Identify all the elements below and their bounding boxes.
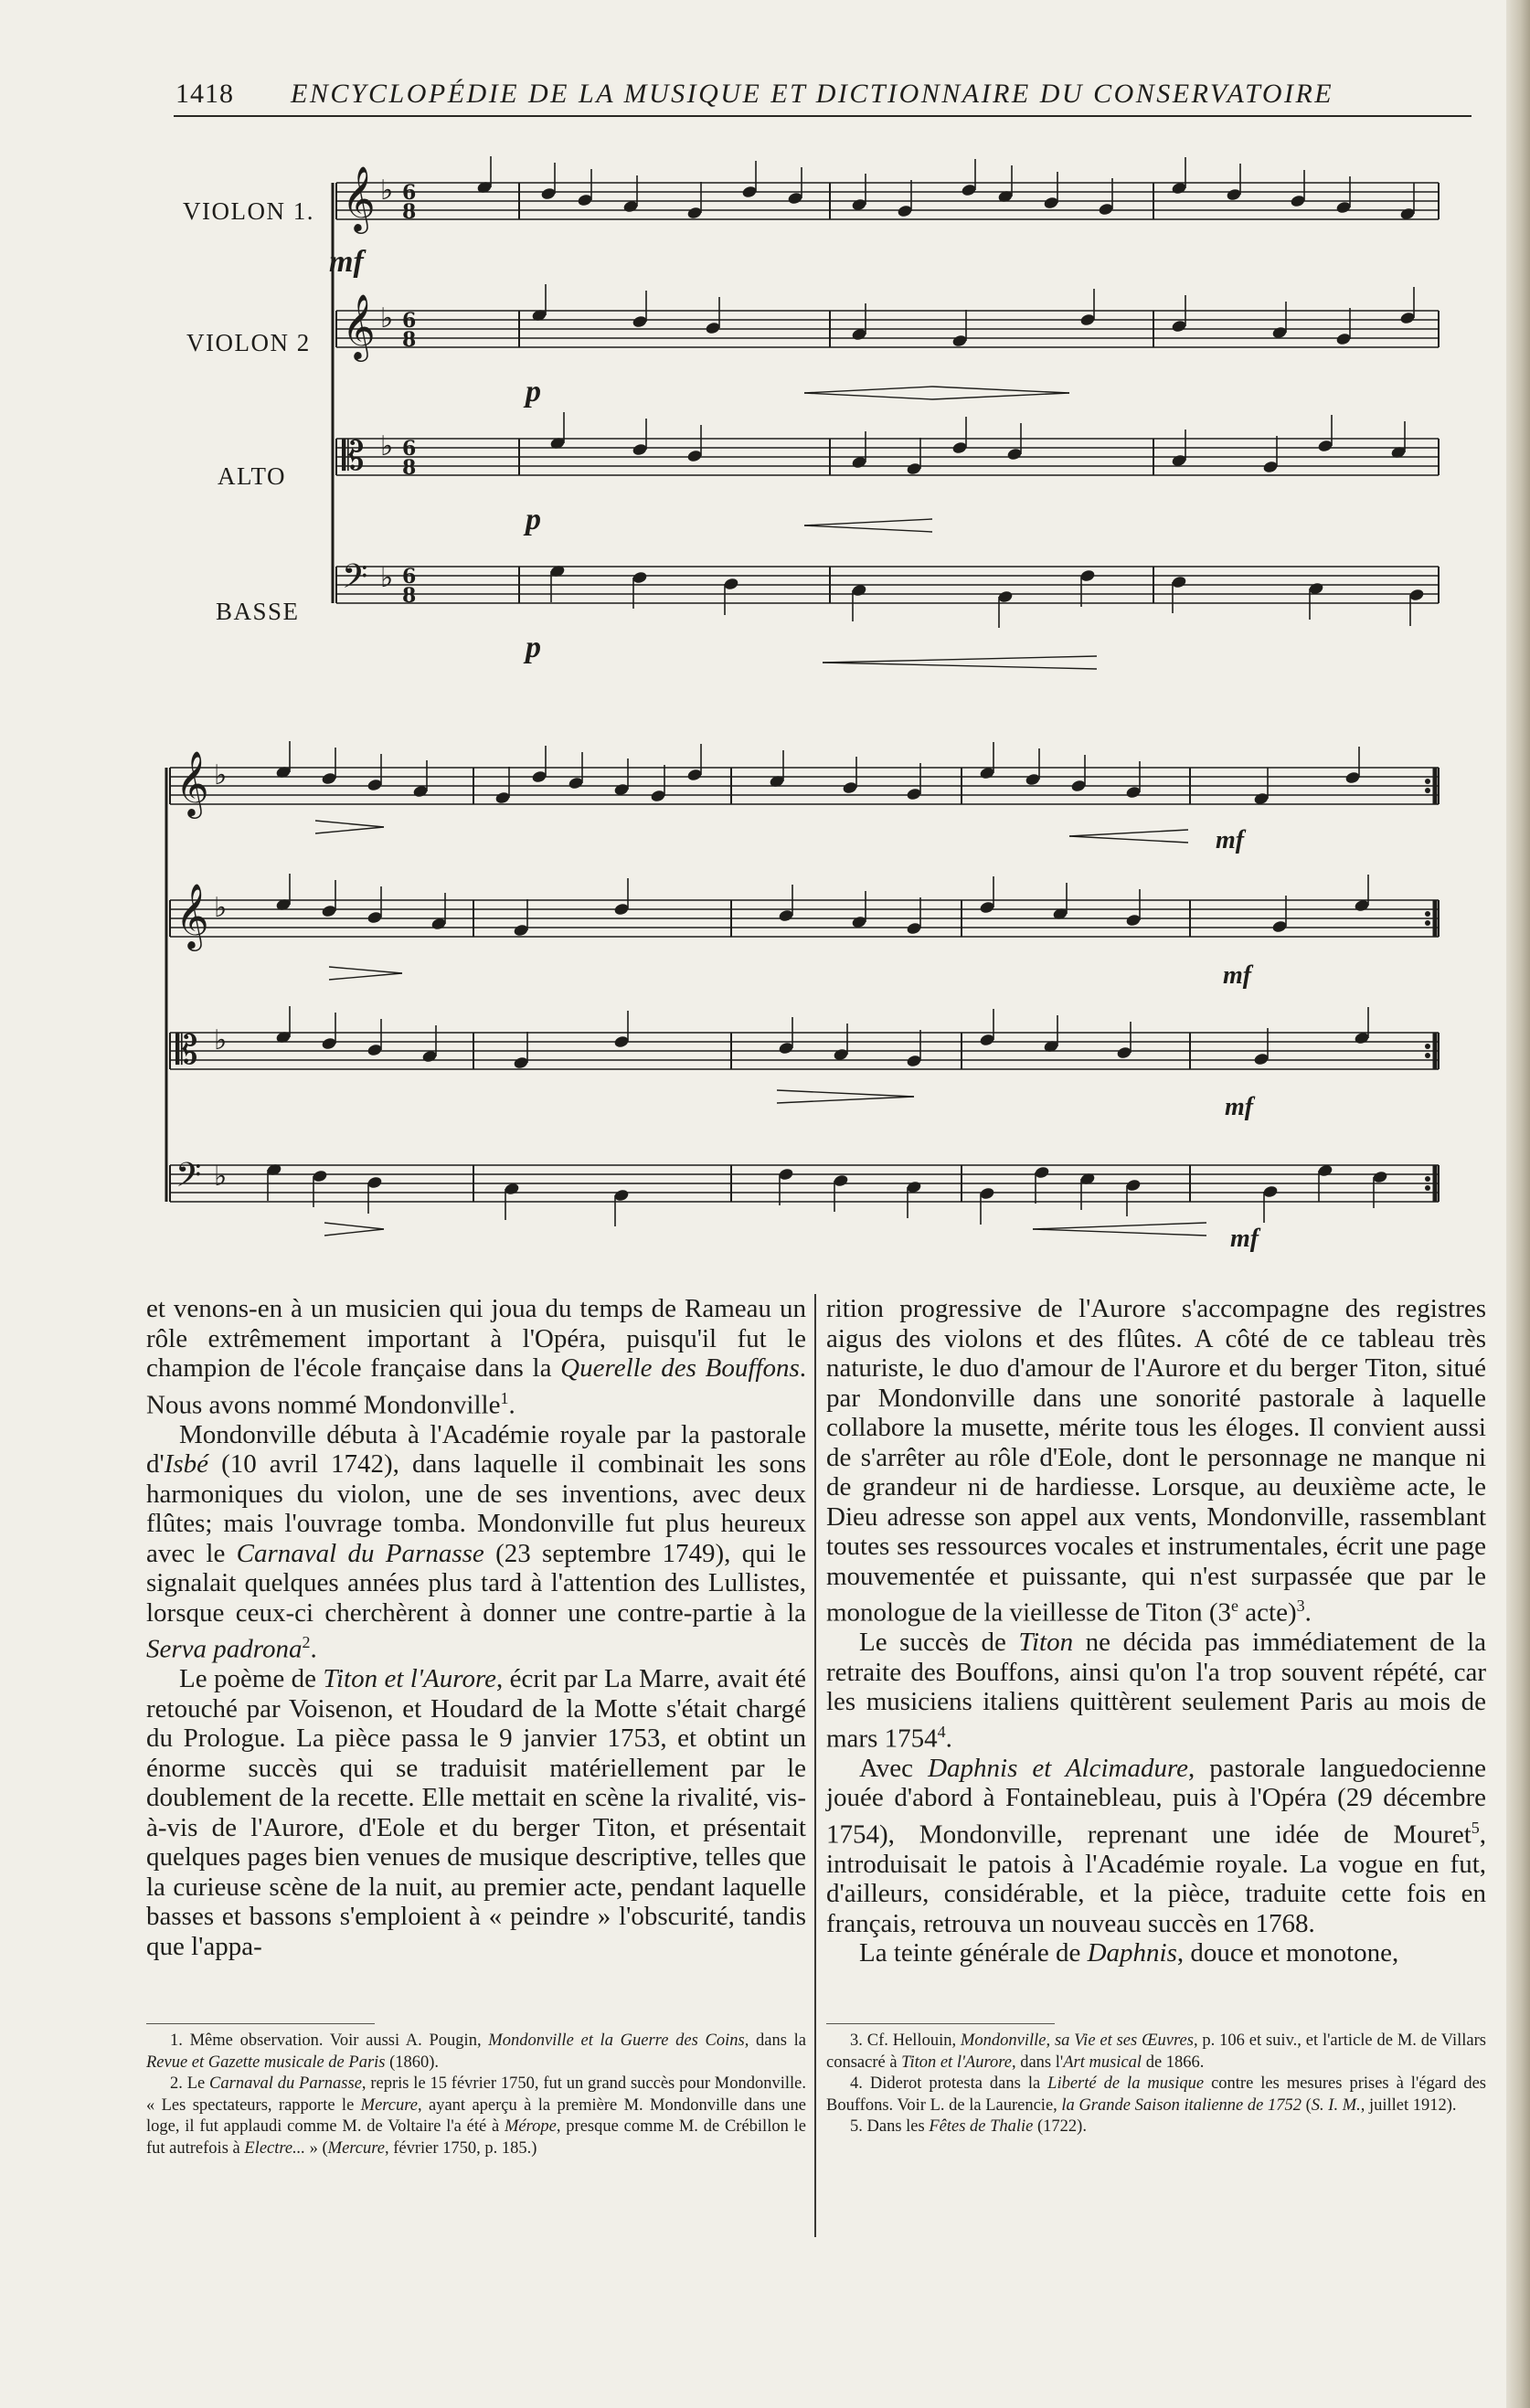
text-run: acte)	[1238, 1597, 1297, 1628]
text-run: .	[310, 1634, 317, 1664]
text-run: 5. Dans les	[850, 2117, 930, 2136]
work-title: Electre...	[244, 2138, 305, 2158]
diminuendo-hairpin	[932, 393, 1069, 399]
repeat-dot	[1425, 911, 1430, 917]
repeat-dot	[1425, 1176, 1430, 1182]
column-rule	[814, 1294, 816, 2237]
text-run: (10 avril 1742), dans laquelle il combinait les sons harmoniques du violon, une de ses inventions, avec deux flûtes; mais l'ouvrage tomba. Mondonville fut plus heureux avec le	[146, 1449, 806, 1568]
footnotes-left	[146, 2031, 806, 2159]
work-title: Titon	[1018, 1628, 1074, 1658]
crescendo-hairpin	[1069, 836, 1188, 843]
text-run: de 1866.	[1142, 2053, 1205, 2072]
diminuendo-hairpin	[777, 1090, 914, 1097]
text-run: ne décida pas immédiatement de la retraite des Bouffons, ainsi qu'on l'a trop souvent répété, car les musiciens italiens quittèrent seulement Paris au mois de mars 1754	[826, 1628, 1486, 1754]
work-title: S. I. M.	[1311, 2095, 1361, 2115]
work-title: Titon et l'Aurore	[323, 1664, 497, 1694]
instrument-label-violon1: VIOLON 1.	[183, 197, 314, 225]
diminuendo-hairpin	[315, 827, 384, 833]
work-title: Mondonville, sa Vie et ses Œuvres	[960, 2031, 1194, 2050]
alto-clef-icon: 𝄡	[175, 1027, 198, 1074]
flat-key-signature-icon: ♭	[380, 302, 394, 334]
work-title: Mondonville et la Guerre des Coins	[488, 2031, 745, 2050]
work-title: Carnaval du Parnasse	[236, 1538, 484, 1568]
footnotes-right	[826, 2031, 1486, 2138]
dynamic-mf-sys2-alto: mf	[1225, 1093, 1254, 1121]
bass-clef-icon: 𝄢	[342, 557, 368, 604]
time-signature-bottom: 8	[402, 584, 417, 608]
diminuendo-hairpin	[777, 1097, 914, 1103]
flat-key-signature-icon: ♭	[214, 892, 228, 924]
diminuendo-hairpin	[932, 387, 1069, 393]
text-run: . Nous avons nommé Mondonville	[146, 1353, 806, 1420]
work-title: Isbé	[164, 1449, 209, 1480]
bass-clef-icon: 𝄢	[175, 1156, 202, 1203]
text-run: (23 septembre 1749), qui le signalait quelques années plus tard à l'attention des Lullistes, lorsque ceux-ci cherchèrent à donner une contre-partie à la	[146, 1538, 806, 1628]
work-title: Mercure	[327, 2138, 385, 2158]
dynamic-mf-sys2-violon1: mf	[1216, 826, 1245, 854]
instrument-label-basse: BASSE	[216, 598, 300, 625]
work-title: Carnaval du Parnasse	[209, 2074, 362, 2093]
time-signature-bottom: 8	[402, 200, 417, 224]
repeat-dot	[1425, 1044, 1430, 1049]
dynamic-p-basse: p	[526, 631, 541, 664]
time-signature-top: 6	[402, 437, 417, 461]
time-signature-bottom: 8	[402, 328, 417, 352]
text-run: Le succès de	[859, 1628, 1019, 1658]
text-run: , juillet 1912).	[1360, 2095, 1457, 2115]
text-run: , repris le 15 février 1750, fut un grand succès pour Mondonville. « Les spectateurs, rapporte le	[146, 2074, 807, 2115]
right-column	[826, 1294, 1486, 1968]
repeat-dot	[1425, 920, 1430, 926]
text-run: .	[1304, 1597, 1312, 1628]
text-run: » (	[304, 2138, 328, 2158]
time-signature-top: 6	[402, 181, 417, 205]
alto-clef-icon: 𝄡	[342, 433, 365, 480]
page-number: 1418	[175, 79, 234, 109]
flat-key-signature-icon: ♭	[214, 1024, 228, 1056]
diminuendo-hairpin	[329, 973, 402, 980]
crescendo-hairpin	[1069, 830, 1188, 836]
footnote-1	[146, 2031, 806, 2074]
treble-clef-icon: 𝄞	[342, 292, 376, 359]
work-title: Daphnis	[1087, 1938, 1177, 1968]
treble-clef-icon: 𝄞	[175, 749, 209, 816]
crescendo-hairpin	[823, 656, 1097, 663]
footnote-2	[146, 2074, 806, 2159]
text-run: et venons-en à un musicien qui joua du temps de Rameau un rôle extrêmement important à l'Opéra, puisqu'il fut le champion de l'école française dans la	[146, 1294, 806, 1383]
time-signature-top: 6	[402, 565, 417, 589]
text-run: La teinte générale de	[859, 1938, 1088, 1968]
repeat-dot	[1425, 779, 1430, 784]
paragraph	[826, 1294, 1486, 1628]
crescendo-hairpin	[1033, 1229, 1206, 1236]
text-run: 3. Cf. Hellouin,	[850, 2031, 961, 2050]
footnote-4	[826, 2074, 1486, 2116]
work-title: Art musical	[1063, 2053, 1142, 2072]
footnote-ref: 1	[500, 1388, 509, 1407]
footnote-ref: 3	[1296, 1596, 1305, 1615]
superscript: e	[1231, 1596, 1239, 1615]
flat-key-signature-icon: ♭	[214, 759, 228, 791]
dynamic-mf-sys2-violon2: mf	[1223, 961, 1252, 990]
text-run: , ayant aperçu à la première M. Mondonville dans une loge, il fut applaudi comme M. de Voltaire l'a été à	[146, 2095, 806, 2136]
work-title: Querelle des Bouffons	[560, 1353, 800, 1383]
text-run: .	[945, 1724, 952, 1754]
diminuendo-hairpin	[324, 1229, 384, 1236]
work-title: Titon et l'Aurore	[901, 2053, 1012, 2072]
footnote-ref: 2	[302, 1633, 311, 1652]
paragraph	[826, 1754, 1486, 1939]
paragraph	[146, 1294, 806, 1420]
running-head: ENCYCLOPÉDIE DE LA MUSIQUE ET DICTIONNAIRE DU CONSERVATOIRE	[291, 79, 1334, 109]
footnote-3	[826, 2031, 1486, 2074]
text-run: rition progressive de l'Aurore s'accompagne des registres aigus des violons et des flûtes. A côté de ce tableau très naturiste, le duo d'amour de l'Aurore et du berger Titon, situé par Mondonville dans une sonorité pastorale à laquelle collabore la musette, mérite tous les éloges. Il convient aussi de s'arrêter au rôle d'Eole, dont le personnage ne manque ni de grandeur ni de hardiesse. Lorsque, au deuxième acte, le Dieu adresse son appel aux vents, Mondonville, rassemblant toutes ses ressources vocales et instrumentales, écrit une page mouvementée et puissante, qui n'est surpassée que par le monologue de la vieillesse de Titon (3	[826, 1294, 1486, 1628]
paragraph	[826, 1628, 1486, 1754]
text-run: Mondonville débuta à l'Académie royale par la pastorale d'	[146, 1419, 806, 1480]
text-run: contre les mesures prises à l'égard des Bouffons. Voir L. de la Laurencie,	[826, 2074, 1487, 2115]
work-title: Fêtes de Thalie	[929, 2117, 1034, 2136]
text-run: 1. Même observation. Voir aussi A. Pougin,	[170, 2031, 489, 2050]
flat-key-signature-icon: ♭	[380, 175, 394, 207]
text-run: (1722).	[1033, 2117, 1087, 2136]
work-title: Serva padrona	[146, 1634, 303, 1664]
instrument-label-violon2: VIOLON 2	[186, 329, 311, 356]
time-signature-bottom: 8	[402, 456, 417, 480]
crescendo-hairpin	[1033, 1223, 1206, 1229]
crescendo-hairpin	[804, 387, 932, 393]
text-run: , dans la	[744, 2031, 807, 2050]
dynamic-p-violon2: p	[526, 375, 541, 408]
diminuendo-hairpin	[329, 967, 402, 973]
text-run: Le poème de	[179, 1664, 324, 1694]
crescendo-hairpin	[804, 525, 932, 532]
left-column	[146, 1294, 806, 1961]
text-run: , p. 106 et suiv., et l'article de M. de Villars consacré à	[826, 2031, 1486, 2072]
footnote-ref: 5	[1471, 1818, 1480, 1837]
work-title: Revue et Gazette musicale de Paris	[146, 2053, 386, 2072]
footnote-rule	[826, 2023, 1055, 2024]
diminuendo-hairpin	[324, 1223, 384, 1229]
repeat-dot	[1425, 1185, 1430, 1191]
flat-key-signature-icon: ♭	[380, 562, 394, 594]
treble-clef-icon: 𝄞	[342, 164, 376, 231]
work-title: Daphnis et Alcimadure	[928, 1753, 1189, 1783]
text-run: Avec	[859, 1753, 929, 1783]
time-signature-top: 6	[402, 309, 417, 333]
repeat-dot	[1425, 788, 1430, 793]
footnote-rule	[146, 2023, 375, 2024]
flat-key-signature-icon: ♭	[380, 430, 394, 462]
text-run: , dans l'	[1011, 2053, 1064, 2072]
work-title: Liberté de la musique	[1047, 2074, 1205, 2093]
crescendo-hairpin	[823, 663, 1097, 669]
text-run: (	[1301, 2095, 1312, 2115]
text-run: , introduisait le patois à l'Académie royale. La vogue en fut, d'ailleurs, considérable, et la pièce, traduite cette fois en français, retrouva un nouveau succès en 1768.	[826, 1819, 1486, 1938]
footnote-ref: 4	[937, 1722, 946, 1741]
paragraph	[826, 1938, 1486, 1968]
text-run: , presque comme M. de Crébillon le fut autrefois à	[146, 2117, 806, 2158]
flat-key-signature-icon: ♭	[214, 1161, 228, 1193]
text-run: , février 1750, p. 185.)	[384, 2138, 537, 2158]
text-run: 2. Le	[170, 2074, 210, 2093]
text-run: 4. Diderot protesta dans la	[850, 2074, 1048, 2093]
text-run: (1860).	[385, 2053, 440, 2072]
dynamic-p-alto: p	[526, 503, 541, 536]
paragraph	[146, 1420, 806, 1665]
footnote-5	[826, 2116, 1486, 2138]
text-run: .	[508, 1390, 515, 1420]
text-run: , pastorale languedocienne jouée d'abord à Fontainebleau, puis à l'Opéra (29 décembre 1754), Mondonville, reprenant une idée de Mouret	[826, 1753, 1486, 1850]
text-run: , écrit par La Marre, avait été retouché par Voisenon, et Houdard de la Motte s'était chargé du Prologue. La pièce passa le 9 janvier 1753, et obtint un énorme succès qui se traduisit matériellement par le doublement de la recette. Elle mettait en scène la rivalité, vis-à-vis de l'Aurore, d'Eole et du berger Titon, et présentait quelques pages bien venues de musique descriptive, telles que la curieuse scène de la nuit, au premier acte, pendant laquelle basses et bassons s'emploient à « peindre » l'obscurité, tandis que l'appa-	[146, 1664, 806, 1961]
paragraph	[146, 1664, 806, 1961]
work-title: la Grande Saison italienne de 1752	[1061, 2095, 1302, 2115]
dynamic-mf-sys2-basse: mf	[1230, 1225, 1259, 1253]
dynamic-mf-violon1: mf	[329, 245, 364, 279]
text-run: , douce et monotone,	[1176, 1938, 1399, 1968]
instrument-label-alto: ALTO	[218, 462, 287, 490]
crescendo-hairpin	[804, 393, 932, 399]
repeat-dot	[1425, 1053, 1430, 1058]
treble-clef-icon: 𝄞	[175, 882, 209, 949]
work-title: Mercure	[360, 2095, 418, 2115]
work-title: Mérope	[505, 2117, 557, 2136]
crescendo-hairpin	[804, 519, 932, 525]
diminuendo-hairpin	[315, 821, 384, 827]
